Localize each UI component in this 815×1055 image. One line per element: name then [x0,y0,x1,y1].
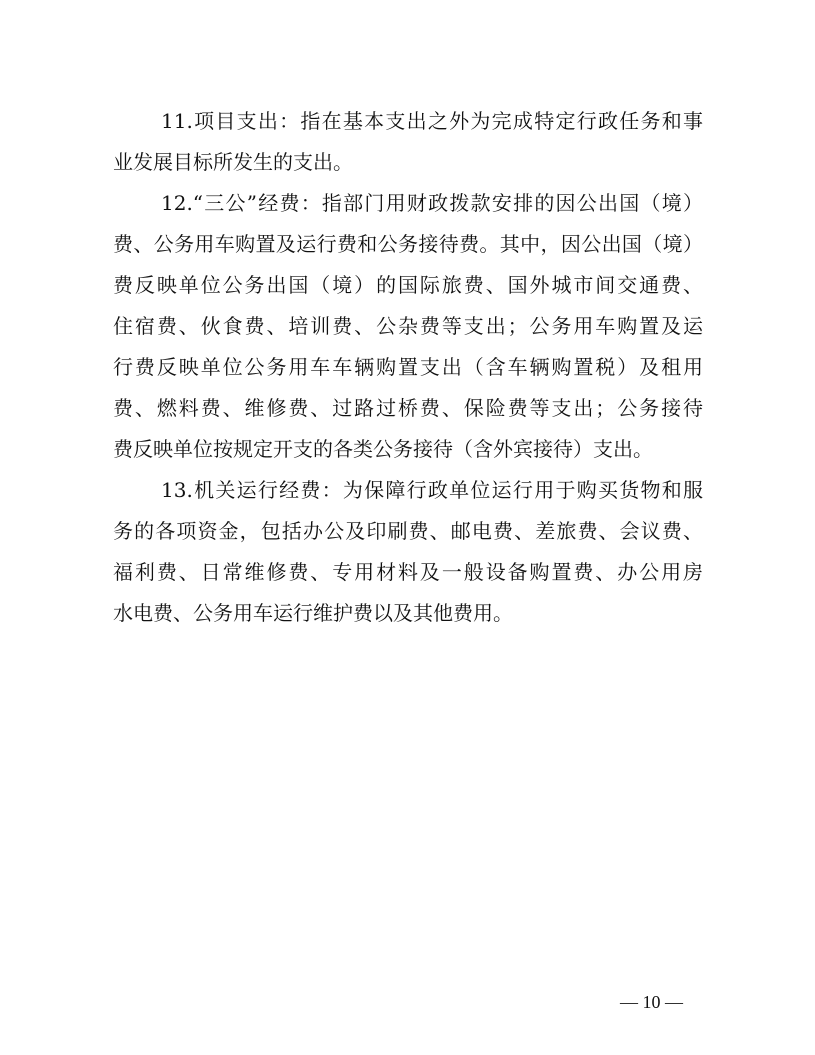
paragraph-three-public-expenses [113,183,703,470]
paragraph-agency-operating-expenses [113,470,703,634]
paragraph-line: 业发展目标所发生的支出。 [113,150,353,174]
paragraph-line: 11.项目支出：指在基本支出之外为完成特定行政任务和事 [161,109,703,133]
document-body [113,101,703,634]
paragraph-line: 水电费、公务用车运行维护费以及其他费用。 [113,601,513,625]
paragraph-line: 住宿费、伙食费、培训费、公杂费等支出；公务用车购置及运 [113,314,703,338]
paragraph-line: 费、燃料费、维修费、过路过桥费、保险费等支出；公务接待 [113,396,703,420]
paragraph-line: 费、公务用车购置及运行费和公务接待费。其中，因公出国（境） [113,232,703,256]
page-number: — 10 — [620,992,683,1012]
paragraph-line: 费反映单位按规定开支的各类公务接待（含外宾接待）支出。 [113,437,653,461]
paragraph-line: 费反映单位公务出国（境）的国际旅费、国外城市间交通费、 [113,273,703,297]
paragraph-line: 务的各项资金，包括办公及印刷费、邮电费、差旅费、会议费、 [113,519,703,543]
paragraph-line: 13.机关运行经费：为保障行政单位运行用于购买货物和服 [161,478,703,502]
paragraph-project-expenditure [113,101,703,183]
paragraph-line: 行费反映单位公务用车车辆购置支出（含车辆购置税）及租用 [113,355,703,379]
paragraph-line: 12.“三公”经费：指部门用财政拨款安排的因公出国（境） [161,191,703,215]
paragraph-line: 福利费、日常维修费、专用材料及一般设备购置费、办公用房 [113,560,703,584]
